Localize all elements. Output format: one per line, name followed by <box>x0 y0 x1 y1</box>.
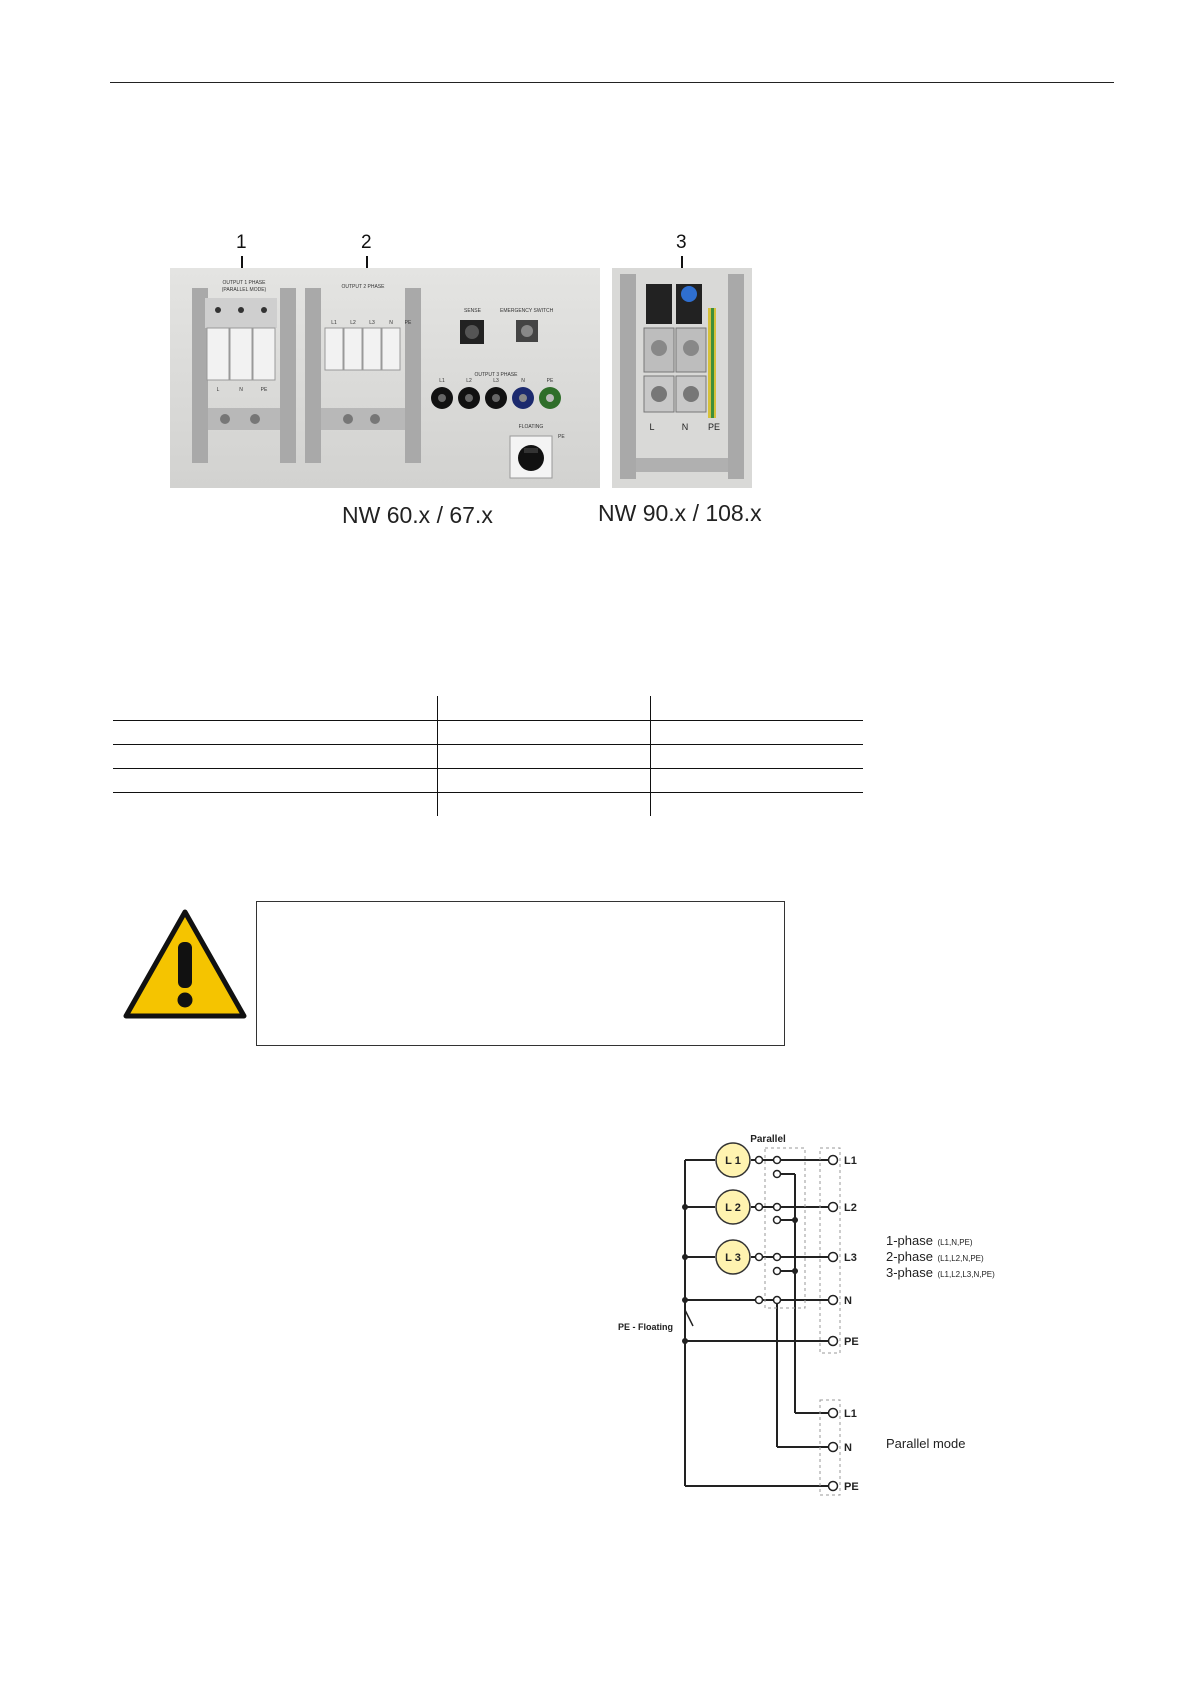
output-label: L1 <box>844 1408 857 1420</box>
label-output1-mode: (PARALLEL MODE) <box>221 287 267 293</box>
parallel-mode-label: Parallel mode <box>886 1436 966 1451</box>
output-label: N <box>844 1442 852 1454</box>
callout-3: 3 <box>676 232 687 253</box>
terminal-label: N <box>389 320 393 326</box>
label-output1: OUTPUT 1 PHASE <box>222 280 266 286</box>
table-rule <box>113 768 863 769</box>
terminal-label: PE <box>546 378 554 384</box>
phase-note-sub: (L1,L2,N,PE) <box>937 1254 984 1263</box>
parallel-label: Parallel <box>750 1134 786 1145</box>
caption-right: NW 90.x / 108.x <box>598 500 762 526</box>
terminal-label: N <box>681 422 689 432</box>
terminal-label: PE <box>404 320 412 326</box>
warning-icon <box>122 908 248 1020</box>
terminal-label: N <box>521 378 525 384</box>
phase-note-main: 3-phase <box>886 1265 933 1280</box>
device-panel-photo-left <box>170 268 600 488</box>
callout-2: 2 <box>361 232 372 253</box>
terminal-label: L1 <box>439 378 445 384</box>
label-sense: SENSE <box>464 308 481 314</box>
output-label: L2 <box>844 1202 857 1214</box>
phase-note-3 <box>886 1264 995 1282</box>
warning-box <box>256 901 785 1046</box>
header-rule <box>110 82 1114 83</box>
terminal-label: L <box>649 422 655 432</box>
terminal-label: PE <box>260 387 268 393</box>
terminal-label: L2 <box>350 320 356 326</box>
callout-1: 1 <box>236 232 247 253</box>
label-output3: OUTPUT 3 PHASE <box>474 372 518 378</box>
output-label: N <box>844 1295 852 1307</box>
phase-note-main: 2-phase <box>886 1249 933 1264</box>
table-rule <box>113 744 863 745</box>
label-output2: OUTPUT 2 PHASE <box>341 284 385 290</box>
output-label: PE <box>844 1481 859 1493</box>
output-label: L3 <box>844 1252 857 1264</box>
terminal-label: L1 <box>331 320 337 326</box>
caption-left: NW 60.x / 67.x <box>342 502 493 528</box>
terminal-label: L3 <box>369 320 375 326</box>
terminal-label: L2 <box>466 378 472 384</box>
table-column-divider <box>437 696 438 816</box>
table-column-divider <box>650 696 651 816</box>
terminal-label: N <box>239 387 243 393</box>
device-panel-photo-right <box>612 268 752 488</box>
source-label: L 2 <box>725 1202 741 1214</box>
phase-note-sub: (L1,N,PE) <box>937 1238 973 1247</box>
label-floating: FLOATING <box>518 424 544 430</box>
table-rule <box>113 720 863 721</box>
output-label: PE <box>844 1336 859 1348</box>
terminal-label: L <box>216 387 220 393</box>
terminal-table <box>113 696 863 816</box>
terminal-label: PE <box>707 422 721 432</box>
pe-floating-label: PE - Floating <box>618 1322 673 1332</box>
source-label: L 1 <box>725 1155 741 1167</box>
output-label: L1 <box>844 1155 857 1167</box>
source-label: L 3 <box>725 1252 741 1264</box>
phase-note-sub: (L1,L2,L3,N,PE) <box>937 1270 995 1279</box>
table-rule <box>113 792 863 793</box>
phase-note-main: 1-phase <box>886 1233 933 1248</box>
label-emergency: EMERGENCY SWITCH <box>500 308 554 314</box>
label-pe: PE <box>558 434 565 440</box>
terminal-label: L3 <box>493 378 499 384</box>
